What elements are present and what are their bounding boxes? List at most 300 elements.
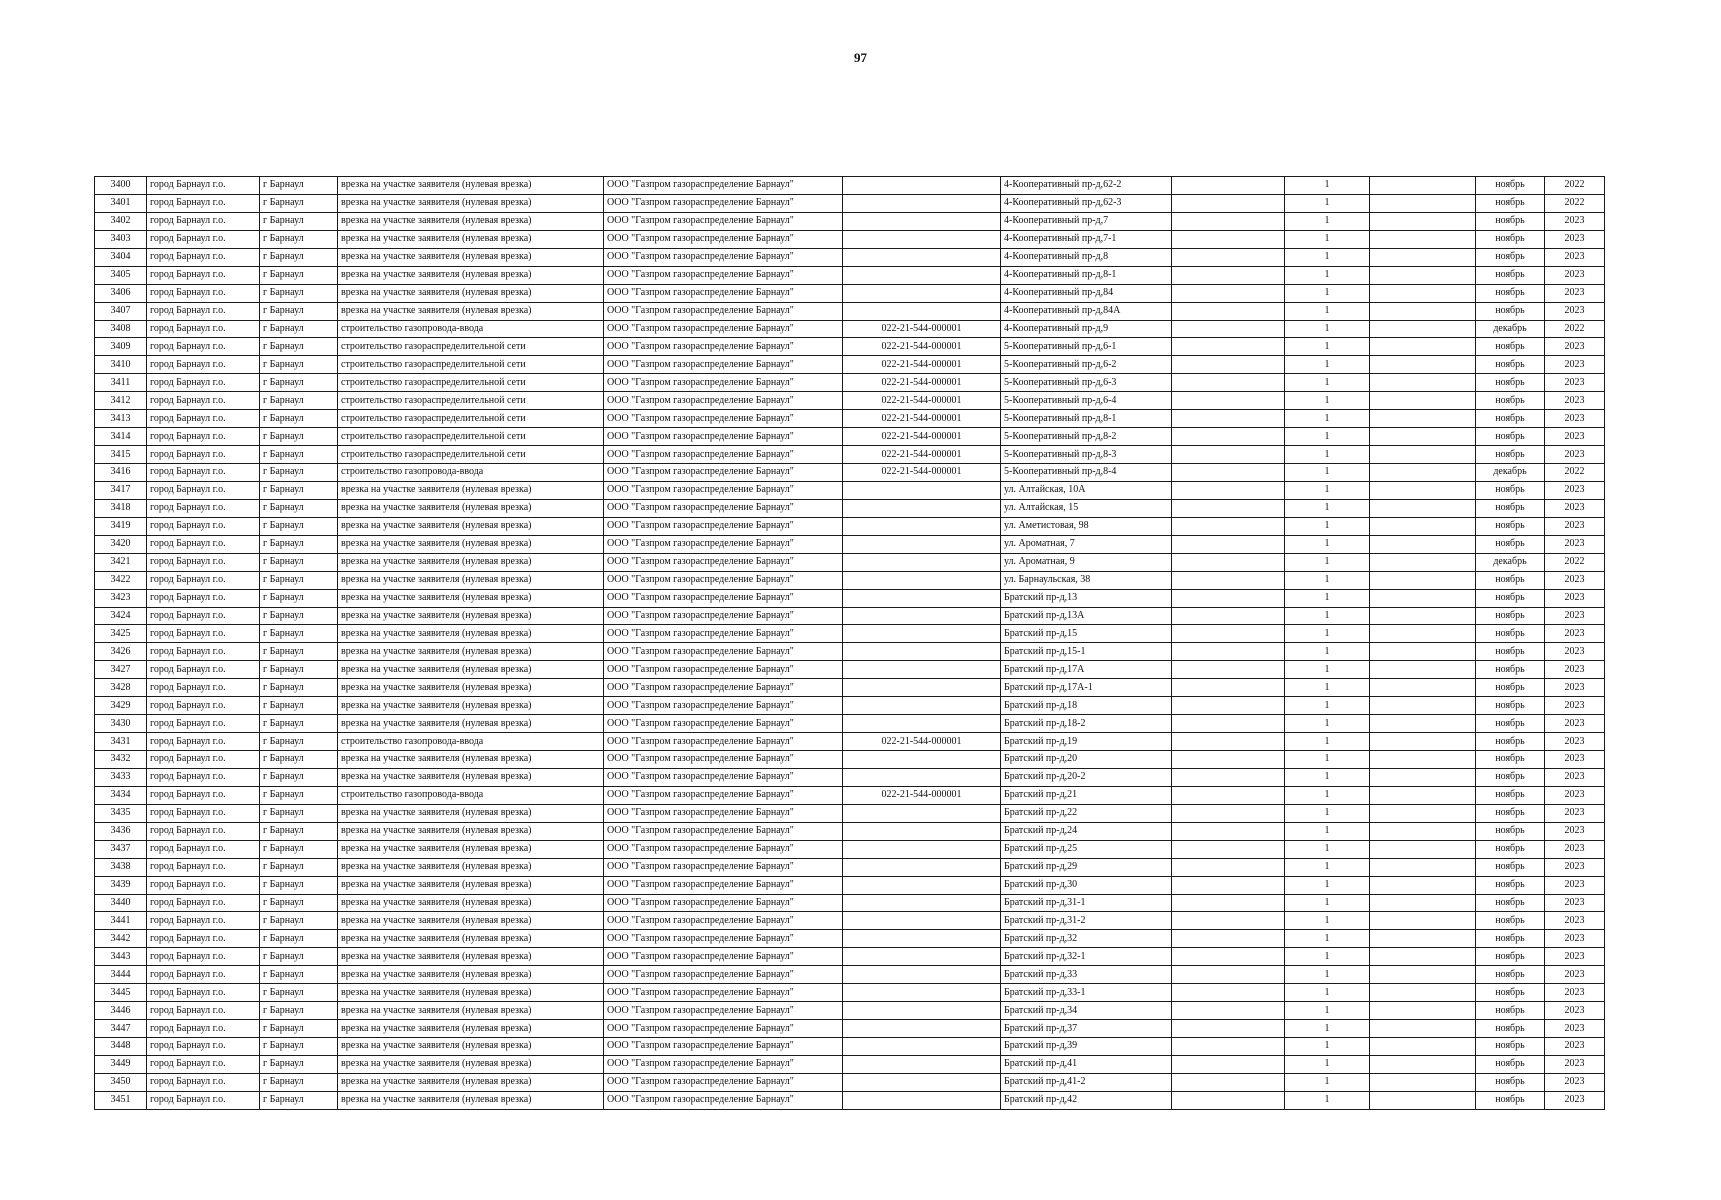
- gas-company-cell: ООО "Газпром газораспределение Барнаул": [604, 751, 843, 769]
- extra-blank-2-cell: [1370, 984, 1476, 1002]
- permit-number-cell: 022-21-544-000001: [843, 786, 1001, 804]
- settlement-cell: г Барнаул: [260, 858, 338, 876]
- row-number-cell: 3446: [95, 1002, 147, 1020]
- municipality-cell: город Барнаул г.о.: [147, 715, 260, 733]
- municipality-cell: город Барнаул г.о.: [147, 786, 260, 804]
- row-number-cell: 3423: [95, 589, 147, 607]
- address-cell: ул. Ароматная, 7: [1001, 535, 1172, 553]
- month-cell: ноябрь: [1476, 338, 1545, 356]
- work-type-cell: строительство газораспределительной сети: [338, 446, 604, 464]
- extra-blank-2-cell: [1370, 1055, 1476, 1073]
- municipality-cell: город Барнаул г.о.: [147, 320, 260, 338]
- month-cell: декабрь: [1476, 464, 1545, 482]
- permit-number-cell: [843, 984, 1001, 1002]
- permit-number-cell: [843, 553, 1001, 571]
- year-cell: 2023: [1545, 679, 1605, 697]
- table-row: [95, 1038, 1605, 1056]
- month-cell: ноябрь: [1476, 733, 1545, 751]
- year-cell: 2022: [1545, 553, 1605, 571]
- settlement-cell: г Барнаул: [260, 768, 338, 786]
- quantity-cell: 1: [1285, 840, 1370, 858]
- year-cell: 2022: [1545, 194, 1605, 212]
- address-cell: Братский пр-д,15: [1001, 625, 1172, 643]
- table-row: [95, 392, 1605, 410]
- quantity-cell: 1: [1285, 1002, 1370, 1020]
- settlement-cell: г Барнаул: [260, 410, 338, 428]
- address-cell: Братский пр-д,17А: [1001, 661, 1172, 679]
- settlement-cell: г Барнаул: [260, 1091, 338, 1109]
- row-number-cell: 3450: [95, 1073, 147, 1091]
- address-cell: Братский пр-д,31-2: [1001, 912, 1172, 930]
- quantity-cell: 1: [1285, 1038, 1370, 1056]
- work-type-cell: врезка на участке заявителя (нулевая врезка): [338, 1002, 604, 1020]
- extra-blank-2-cell: [1370, 212, 1476, 230]
- row-number-cell: 3413: [95, 410, 147, 428]
- extra-blank-2-cell: [1370, 912, 1476, 930]
- quantity-cell: 1: [1285, 410, 1370, 428]
- gas-company-cell: ООО "Газпром газораспределение Барнаул": [604, 464, 843, 482]
- year-cell: 2023: [1545, 410, 1605, 428]
- work-type-cell: врезка на участке заявителя (нулевая врезка): [338, 1055, 604, 1073]
- gas-company-cell: ООО "Газпром газораспределение Барнаул": [604, 177, 843, 195]
- extra-blank-2-cell: [1370, 876, 1476, 894]
- month-cell: ноябрь: [1476, 284, 1545, 302]
- row-number-cell: 3404: [95, 248, 147, 266]
- quantity-cell: 1: [1285, 751, 1370, 769]
- gas-company-cell: ООО "Газпром газораспределение Барнаул": [604, 302, 843, 320]
- permit-number-cell: 022-21-544-000001: [843, 392, 1001, 410]
- gas-company-cell: ООО "Газпром газораспределение Барнаул": [604, 733, 843, 751]
- address-cell: 5-Кооперативный пр-д,8-1: [1001, 410, 1172, 428]
- month-cell: ноябрь: [1476, 894, 1545, 912]
- year-cell: 2023: [1545, 1091, 1605, 1109]
- extra-blank-2-cell: [1370, 177, 1476, 195]
- settlement-cell: г Барнаул: [260, 1002, 338, 1020]
- extra-blank-2-cell: [1370, 392, 1476, 410]
- address-cell: 4-Кооперативный пр-д,84: [1001, 284, 1172, 302]
- extra-blank-cell: [1172, 858, 1285, 876]
- quantity-cell: 1: [1285, 1091, 1370, 1109]
- settlement-cell: г Барнаул: [260, 948, 338, 966]
- address-cell: 4-Кооперативный пр-д,84А: [1001, 302, 1172, 320]
- quantity-cell: 1: [1285, 553, 1370, 571]
- extra-blank-cell: [1172, 1055, 1285, 1073]
- work-type-cell: врезка на участке заявителя (нулевая врезка): [338, 984, 604, 1002]
- year-cell: 2023: [1545, 966, 1605, 984]
- gas-company-cell: ООО "Газпром газораспределение Барнаул": [604, 966, 843, 984]
- extra-blank-2-cell: [1370, 715, 1476, 733]
- row-number-cell: 3443: [95, 948, 147, 966]
- extra-blank-cell: [1172, 751, 1285, 769]
- quantity-cell: 1: [1285, 499, 1370, 517]
- quantity-cell: 1: [1285, 697, 1370, 715]
- quantity-cell: 1: [1285, 984, 1370, 1002]
- municipality-cell: город Барнаул г.о.: [147, 948, 260, 966]
- municipality-cell: город Барнаул г.о.: [147, 535, 260, 553]
- municipality-cell: город Барнаул г.о.: [147, 679, 260, 697]
- table-row: [95, 248, 1605, 266]
- month-cell: ноябрь: [1476, 661, 1545, 679]
- year-cell: 2022: [1545, 464, 1605, 482]
- year-cell: 2023: [1545, 822, 1605, 840]
- extra-blank-2-cell: [1370, 822, 1476, 840]
- gas-company-cell: ООО "Газпром газораспределение Барнаул": [604, 338, 843, 356]
- quantity-cell: 1: [1285, 876, 1370, 894]
- settlement-cell: г Барнаул: [260, 894, 338, 912]
- year-cell: 2023: [1545, 1073, 1605, 1091]
- municipality-cell: город Барнаул г.о.: [147, 822, 260, 840]
- gas-company-cell: ООО "Газпром газораспределение Барнаул": [604, 930, 843, 948]
- month-cell: ноябрь: [1476, 392, 1545, 410]
- settlement-cell: г Барнаул: [260, 607, 338, 625]
- work-type-cell: врезка на участке заявителя (нулевая врезка): [338, 661, 604, 679]
- extra-blank-cell: [1172, 302, 1285, 320]
- month-cell: ноябрь: [1476, 266, 1545, 284]
- address-cell: Братский пр-д,39: [1001, 1038, 1172, 1056]
- extra-blank-cell: [1172, 912, 1285, 930]
- extra-blank-cell: [1172, 446, 1285, 464]
- year-cell: 2023: [1545, 894, 1605, 912]
- extra-blank-cell: [1172, 768, 1285, 786]
- address-cell: ул. Ароматная, 9: [1001, 553, 1172, 571]
- address-cell: Братский пр-д,37: [1001, 1020, 1172, 1038]
- row-number-cell: 3424: [95, 607, 147, 625]
- permit-number-cell: [843, 1002, 1001, 1020]
- settlement-cell: г Барнаул: [260, 356, 338, 374]
- year-cell: 2023: [1545, 768, 1605, 786]
- row-number-cell: 3449: [95, 1055, 147, 1073]
- municipality-cell: город Барнаул г.о.: [147, 1020, 260, 1038]
- gas-company-cell: ООО "Газпром газораспределение Барнаул": [604, 266, 843, 284]
- month-cell: ноябрь: [1476, 481, 1545, 499]
- row-number-cell: 3435: [95, 804, 147, 822]
- work-type-cell: врезка на участке заявителя (нулевая врезка): [338, 625, 604, 643]
- month-cell: ноябрь: [1476, 966, 1545, 984]
- work-type-cell: строительство газораспределительной сети: [338, 356, 604, 374]
- quantity-cell: 1: [1285, 661, 1370, 679]
- quantity-cell: 1: [1285, 464, 1370, 482]
- month-cell: декабрь: [1476, 553, 1545, 571]
- gas-company-cell: ООО "Газпром газораспределение Барнаул": [604, 1002, 843, 1020]
- year-cell: 2023: [1545, 1038, 1605, 1056]
- permit-number-cell: [843, 266, 1001, 284]
- table-row: [95, 1055, 1605, 1073]
- address-cell: Братский пр-д,18: [1001, 697, 1172, 715]
- municipality-cell: город Барнаул г.о.: [147, 625, 260, 643]
- month-cell: ноябрь: [1476, 1038, 1545, 1056]
- address-cell: Братский пр-д,41-2: [1001, 1073, 1172, 1091]
- permit-number-cell: [843, 1038, 1001, 1056]
- extra-blank-cell: [1172, 786, 1285, 804]
- gas-company-cell: ООО "Газпром газораспределение Барнаул": [604, 356, 843, 374]
- settlement-cell: г Барнаул: [260, 284, 338, 302]
- settlement-cell: г Барнаул: [260, 338, 338, 356]
- table-row: [95, 984, 1605, 1002]
- settlement-cell: г Барнаул: [260, 302, 338, 320]
- row-number-cell: 3409: [95, 338, 147, 356]
- extra-blank-2-cell: [1370, 302, 1476, 320]
- gas-company-cell: ООО "Газпром газораспределение Барнаул": [604, 517, 843, 535]
- extra-blank-2-cell: [1370, 535, 1476, 553]
- extra-blank-2-cell: [1370, 284, 1476, 302]
- table-row: [95, 625, 1605, 643]
- month-cell: ноябрь: [1476, 410, 1545, 428]
- quantity-cell: 1: [1285, 266, 1370, 284]
- work-type-cell: врезка на участке заявителя (нулевая врезка): [338, 894, 604, 912]
- municipality-cell: город Барнаул г.о.: [147, 464, 260, 482]
- extra-blank-cell: [1172, 266, 1285, 284]
- table-row: [95, 661, 1605, 679]
- table-row: [95, 553, 1605, 571]
- extra-blank-cell: [1172, 822, 1285, 840]
- settlement-cell: г Барнаул: [260, 876, 338, 894]
- address-cell: 4-Кооперативный пр-д,9: [1001, 320, 1172, 338]
- permit-number-cell: 022-21-544-000001: [843, 374, 1001, 392]
- gas-company-cell: ООО "Газпром газораспределение Барнаул": [604, 535, 843, 553]
- month-cell: ноябрь: [1476, 535, 1545, 553]
- permit-number-cell: [843, 481, 1001, 499]
- month-cell: ноябрь: [1476, 607, 1545, 625]
- work-type-cell: врезка на участке заявителя (нулевая врезка): [338, 212, 604, 230]
- extra-blank-2-cell: [1370, 338, 1476, 356]
- settlement-cell: г Барнаул: [260, 930, 338, 948]
- permit-number-cell: [843, 966, 1001, 984]
- permit-number-cell: [843, 589, 1001, 607]
- table-row: [95, 1091, 1605, 1109]
- month-cell: ноябрь: [1476, 230, 1545, 248]
- work-type-cell: врезка на участке заявителя (нулевая врезка): [338, 194, 604, 212]
- municipality-cell: город Барнаул г.о.: [147, 481, 260, 499]
- year-cell: 2023: [1545, 284, 1605, 302]
- settlement-cell: г Барнаул: [260, 840, 338, 858]
- work-type-cell: врезка на участке заявителя (нулевая врезка): [338, 858, 604, 876]
- quantity-cell: 1: [1285, 1020, 1370, 1038]
- municipality-cell: город Барнаул г.о.: [147, 212, 260, 230]
- year-cell: 2023: [1545, 571, 1605, 589]
- quantity-cell: 1: [1285, 589, 1370, 607]
- work-type-cell: строительство газораспределительной сети: [338, 374, 604, 392]
- address-cell: 5-Кооперативный пр-д,6-3: [1001, 374, 1172, 392]
- extra-blank-cell: [1172, 966, 1285, 984]
- extra-blank-2-cell: [1370, 374, 1476, 392]
- row-number-cell: 3411: [95, 374, 147, 392]
- quantity-cell: 1: [1285, 715, 1370, 733]
- row-number-cell: 3402: [95, 212, 147, 230]
- quantity-cell: 1: [1285, 571, 1370, 589]
- settlement-cell: г Барнаул: [260, 499, 338, 517]
- year-cell: 2023: [1545, 446, 1605, 464]
- extra-blank-2-cell: [1370, 607, 1476, 625]
- address-cell: 5-Кооперативный пр-д,6-2: [1001, 356, 1172, 374]
- settlement-cell: г Барнаул: [260, 428, 338, 446]
- permit-number-cell: [843, 804, 1001, 822]
- municipality-cell: город Барнаул г.о.: [147, 446, 260, 464]
- permit-number-cell: 022-21-544-000001: [843, 446, 1001, 464]
- work-type-cell: врезка на участке заявителя (нулевая врезка): [338, 1020, 604, 1038]
- work-type-cell: строительство газораспределительной сети: [338, 428, 604, 446]
- municipality-cell: город Барнаул г.о.: [147, 858, 260, 876]
- row-number-cell: 3428: [95, 679, 147, 697]
- settlement-cell: г Барнаул: [260, 212, 338, 230]
- quantity-cell: 1: [1285, 535, 1370, 553]
- table-row: [95, 876, 1605, 894]
- address-cell: Братский пр-д,34: [1001, 1002, 1172, 1020]
- row-number-cell: 3403: [95, 230, 147, 248]
- settlement-cell: г Барнаул: [260, 966, 338, 984]
- permit-number-cell: [843, 840, 1001, 858]
- row-number-cell: 3426: [95, 643, 147, 661]
- municipality-cell: город Барнаул г.о.: [147, 374, 260, 392]
- work-type-cell: врезка на участке заявителя (нулевая врезка): [338, 284, 604, 302]
- extra-blank-cell: [1172, 697, 1285, 715]
- gas-company-cell: ООО "Газпром газораспределение Барнаул": [604, 212, 843, 230]
- row-number-cell: 3417: [95, 481, 147, 499]
- year-cell: 2023: [1545, 661, 1605, 679]
- gas-company-cell: ООО "Газпром газораспределение Барнаул": [604, 428, 843, 446]
- extra-blank-2-cell: [1370, 589, 1476, 607]
- table-row: [95, 499, 1605, 517]
- table-row: [95, 607, 1605, 625]
- month-cell: ноябрь: [1476, 177, 1545, 195]
- month-cell: ноябрь: [1476, 428, 1545, 446]
- quantity-cell: 1: [1285, 930, 1370, 948]
- quantity-cell: 1: [1285, 768, 1370, 786]
- quantity-cell: 1: [1285, 643, 1370, 661]
- address-cell: Братский пр-д,41: [1001, 1055, 1172, 1073]
- extra-blank-cell: [1172, 607, 1285, 625]
- address-cell: Братский пр-д,24: [1001, 822, 1172, 840]
- work-type-cell: врезка на участке заявителя (нулевая врезка): [338, 517, 604, 535]
- municipality-cell: город Барнаул г.о.: [147, 338, 260, 356]
- extra-blank-cell: [1172, 284, 1285, 302]
- gas-company-cell: ООО "Газпром газораспределение Барнаул": [604, 715, 843, 733]
- quantity-cell: 1: [1285, 1073, 1370, 1091]
- address-cell: Братский пр-д,33: [1001, 966, 1172, 984]
- settlement-cell: г Барнаул: [260, 464, 338, 482]
- settlement-cell: г Барнаул: [260, 320, 338, 338]
- extra-blank-2-cell: [1370, 697, 1476, 715]
- work-type-cell: строительство газораспределительной сети: [338, 410, 604, 428]
- quantity-cell: 1: [1285, 822, 1370, 840]
- row-number-cell: 3451: [95, 1091, 147, 1109]
- address-cell: 5-Кооперативный пр-д,8-4: [1001, 464, 1172, 482]
- permit-number-cell: 022-21-544-000001: [843, 356, 1001, 374]
- extra-blank-cell: [1172, 1038, 1285, 1056]
- extra-blank-cell: [1172, 248, 1285, 266]
- table-row: [95, 428, 1605, 446]
- row-number-cell: 3415: [95, 446, 147, 464]
- address-cell: Братский пр-д,20-2: [1001, 768, 1172, 786]
- table-row: [95, 840, 1605, 858]
- gas-company-cell: ООО "Газпром газораспределение Барнаул": [604, 392, 843, 410]
- row-number-cell: 3445: [95, 984, 147, 1002]
- year-cell: 2023: [1545, 984, 1605, 1002]
- permit-number-cell: 022-21-544-000001: [843, 464, 1001, 482]
- row-number-cell: 3433: [95, 768, 147, 786]
- permit-number-cell: [843, 679, 1001, 697]
- work-type-cell: врезка на участке заявителя (нулевая врезка): [338, 535, 604, 553]
- work-type-cell: врезка на участке заявителя (нулевая врезка): [338, 481, 604, 499]
- year-cell: 2023: [1545, 248, 1605, 266]
- quantity-cell: 1: [1285, 392, 1370, 410]
- permit-number-cell: [843, 894, 1001, 912]
- year-cell: 2023: [1545, 930, 1605, 948]
- extra-blank-cell: [1172, 499, 1285, 517]
- row-number-cell: 3440: [95, 894, 147, 912]
- gas-company-cell: ООО "Газпром газораспределение Барнаул": [604, 1073, 843, 1091]
- table-row: [95, 338, 1605, 356]
- permit-number-cell: [843, 625, 1001, 643]
- address-cell: 5-Кооперативный пр-д,6-4: [1001, 392, 1172, 410]
- table-row: [95, 1073, 1605, 1091]
- row-number-cell: 3432: [95, 751, 147, 769]
- work-type-cell: врезка на участке заявителя (нулевая врезка): [338, 571, 604, 589]
- table-row: [95, 517, 1605, 535]
- gas-company-cell: ООО "Газпром газораспределение Барнаул": [604, 768, 843, 786]
- extra-blank-cell: [1172, 679, 1285, 697]
- table-row: [95, 266, 1605, 284]
- month-cell: ноябрь: [1476, 822, 1545, 840]
- extra-blank-cell: [1172, 410, 1285, 428]
- table-row: [95, 697, 1605, 715]
- extra-blank-2-cell: [1370, 464, 1476, 482]
- table-row: [95, 194, 1605, 212]
- table-row: [95, 822, 1605, 840]
- work-type-cell: врезка на участке заявителя (нулевая врезка): [338, 499, 604, 517]
- extra-blank-cell: [1172, 571, 1285, 589]
- extra-blank-2-cell: [1370, 768, 1476, 786]
- year-cell: 2023: [1545, 733, 1605, 751]
- extra-blank-cell: [1172, 464, 1285, 482]
- gas-company-cell: ООО "Газпром газораспределение Барнаул": [604, 697, 843, 715]
- permit-number-cell: [843, 751, 1001, 769]
- work-type-cell: строительство газораспределительной сети: [338, 392, 604, 410]
- row-number-cell: 3430: [95, 715, 147, 733]
- month-cell: ноябрь: [1476, 1002, 1545, 1020]
- gas-company-cell: ООО "Газпром газораспределение Барнаул": [604, 284, 843, 302]
- gas-company-cell: ООО "Газпром газораспределение Барнаул": [604, 984, 843, 1002]
- address-cell: Братский пр-д,13А: [1001, 607, 1172, 625]
- address-cell: 4-Кооперативный пр-д,7-1: [1001, 230, 1172, 248]
- work-type-cell: врезка на участке заявителя (нулевая врезка): [338, 715, 604, 733]
- year-cell: 2023: [1545, 517, 1605, 535]
- address-cell: ул. Алтайская, 10А: [1001, 481, 1172, 499]
- quantity-cell: 1: [1285, 356, 1370, 374]
- quantity-cell: 1: [1285, 212, 1370, 230]
- row-number-cell: 3410: [95, 356, 147, 374]
- permit-number-cell: [843, 607, 1001, 625]
- permit-number-cell: 022-21-544-000001: [843, 733, 1001, 751]
- quantity-cell: 1: [1285, 194, 1370, 212]
- settlement-cell: г Барнаул: [260, 625, 338, 643]
- table-row: [95, 679, 1605, 697]
- month-cell: ноябрь: [1476, 194, 1545, 212]
- settlement-cell: г Барнаул: [260, 194, 338, 212]
- table-row: [95, 786, 1605, 804]
- municipality-cell: город Барнаул г.о.: [147, 768, 260, 786]
- year-cell: 2023: [1545, 481, 1605, 499]
- extra-blank-cell: [1172, 553, 1285, 571]
- row-number-cell: 3405: [95, 266, 147, 284]
- settlement-cell: г Барнаул: [260, 374, 338, 392]
- permit-number-cell: [843, 643, 1001, 661]
- extra-blank-2-cell: [1370, 1073, 1476, 1091]
- address-cell: ул. Алтайская, 15: [1001, 499, 1172, 517]
- quantity-cell: 1: [1285, 230, 1370, 248]
- permit-number-cell: [843, 822, 1001, 840]
- gas-company-cell: ООО "Газпром газораспределение Барнаул": [604, 571, 843, 589]
- year-cell: 2023: [1545, 266, 1605, 284]
